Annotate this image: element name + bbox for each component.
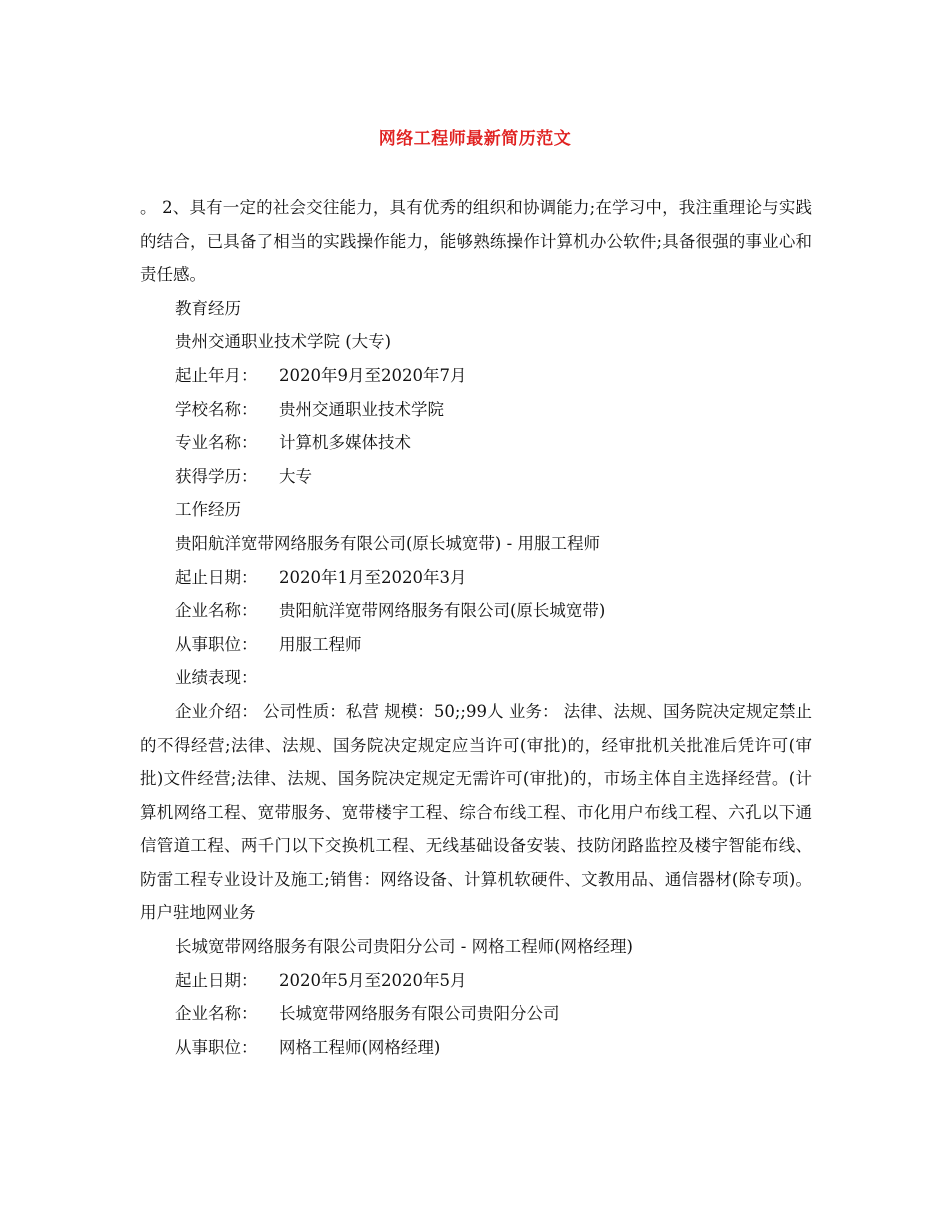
job1-performance-label: 业绩表现：	[175, 668, 258, 688]
field-value: 长城宽带网络服务有限公司贵阳分公司	[279, 1004, 560, 1024]
job1-row	[140, 628, 812, 662]
field-label: 起止年月：	[175, 365, 258, 385]
field-label: 学校名称：	[175, 399, 258, 419]
field-value: 贵阳航洋宽带网络服务有限公司(原长城宽带)	[279, 601, 606, 621]
field-value: 网格工程师(网格经理)	[279, 1037, 441, 1057]
resume-content	[140, 191, 812, 1064]
job1-row	[140, 594, 812, 628]
education-row	[140, 426, 812, 460]
job2-row	[140, 1031, 812, 1065]
field-label: 从事职位：	[175, 1037, 258, 1057]
job1-row	[140, 561, 812, 595]
field-value: 2020年5月至2020年5月	[279, 970, 467, 990]
job1-company-intro: 企业介绍： 公司性质：私营 规模：50;;99人 业务： 法律、法规、国务院决定规定禁止的不得经营;法律、法规、国务院决定规定应当许可(审批)的，经审批机关批准后凭许可(审批)文件经营;法律、法规、国务院决定规定无需许可(审批)的，市场主体自主选择经营。(计算机网络工程、宽带服务、宽带楼宇工程、综合布线工程、市化用户布线工程、六孔以下通信管道工程、两千门以下交换机工程、无线基础设备安装、技防闭路监控及楼宇智能布线、防雷工程专业设计及施工;销售：网络设备、计算机软硬件、文教用品、通信器材(除专项)。用户驻地网业务	[140, 701, 812, 923]
field-value: 2020年1月至2020年3月	[279, 567, 467, 587]
job2-row	[140, 964, 812, 998]
page-title: 网络工程师最新简历范文	[378, 129, 572, 149]
education-heading: 教育经历	[175, 298, 241, 318]
field-label: 专业名称：	[175, 433, 258, 453]
field-value: 计算机多媒体技术	[279, 433, 411, 453]
job2-header: 长城宽带网络服务有限公司贵阳分公司 - 网格工程师(网格经理)	[175, 937, 633, 957]
education-row	[140, 393, 812, 427]
field-value: 贵州交通职业技术学院	[279, 399, 444, 419]
field-label: 企业名称：	[175, 1004, 258, 1024]
work-heading: 工作经历	[175, 500, 241, 520]
education-row	[140, 359, 812, 393]
field-label: 起止日期：	[175, 970, 258, 990]
field-label: 从事职位：	[175, 634, 258, 654]
education-row	[140, 460, 812, 494]
field-value: 用服工程师	[279, 634, 362, 654]
intro-paragraph: 。 2、具有一定的社会交往能力，具有优秀的组织和协调能力;在学习中，我注重理论与实践的结合，已具备了相当的实践操作能力，能够熟练操作计算机办公软件;具备很强的事业心和责任感。	[140, 198, 812, 285]
field-label: 获得学历：	[175, 466, 258, 486]
education-school-line: 贵州交通职业技术学院 (大专)	[175, 332, 392, 352]
field-value: 大专	[279, 466, 312, 486]
job2-row	[140, 997, 812, 1031]
field-value: 2020年9月至2020年7月	[279, 365, 467, 385]
field-label: 企业名称：	[175, 601, 258, 621]
job1-header: 贵阳航洋宽带网络服务有限公司(原长城宽带) - 用服工程师	[175, 533, 600, 553]
field-label: 起止日期：	[175, 567, 258, 587]
